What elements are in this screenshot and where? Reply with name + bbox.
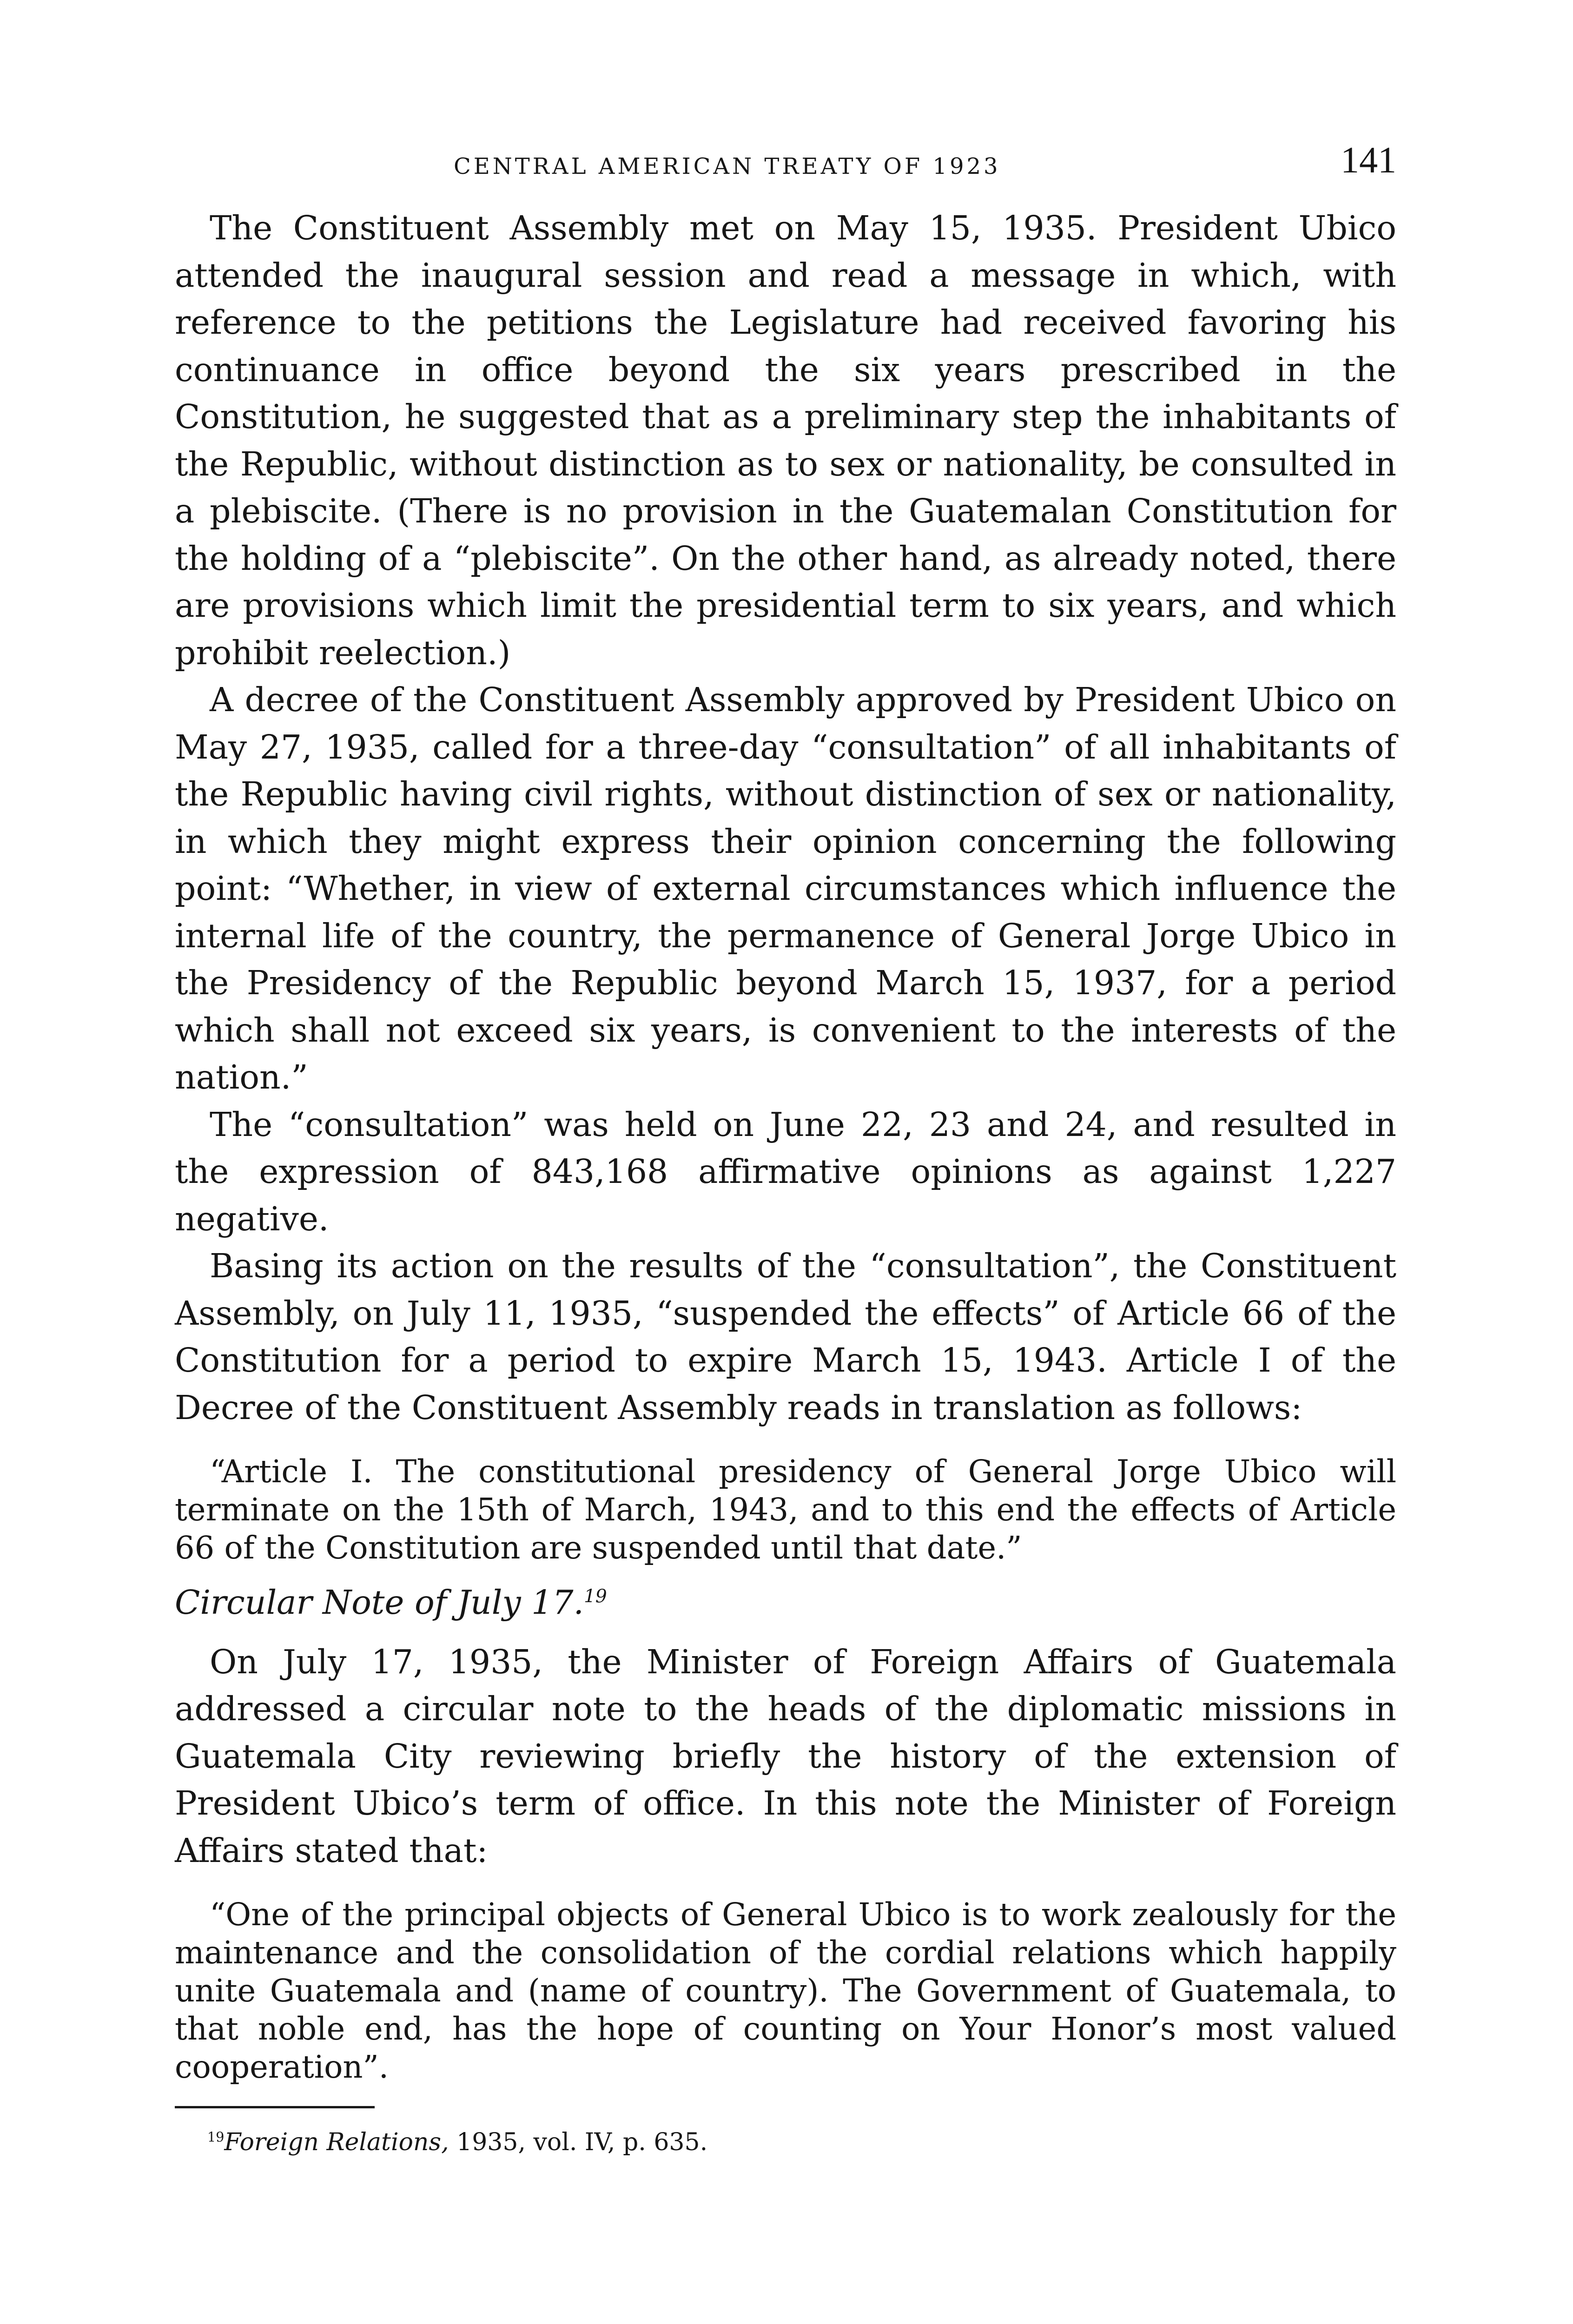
- section-subheading: [175, 1579, 1396, 1626]
- quote-circular-note: “One of the principal objects of General Ubico is to work zealously for the maintenance and the consolidation of the cordial relations which happily unite Guatemala and (name of country). The Government of Guatemala, to that noble end, has the hope of counting on Your Honor’s most valued cooperation”.: [175, 1896, 1396, 2085]
- paragraph-circular-note: On July 17, 1935, the Minister of Foreign Affairs of Guatemala addressed a circular note to the heads of the diplomatic missions in Guatemala City reviewing briefly the history of the extension of President Ubico’s term of office. In this note the Minister of Foreign Affairs stated that:: [175, 1642, 1396, 1870]
- paragraph-consultation-results: The “consultation” was held on June 22, 23 and 24, and resulted in the expression of 843,168 affirmative opinions as against 1,227 negative.: [175, 1105, 1396, 1238]
- paragraph-decree: A decree of the Constituent Assembly approved by President Ubico on May 27, 1935, called for a three-day “consultation” of all inhabitants of the Republic having civil rights, without distinction of sex or nationality, in which they might express their opinion concerning the following point: “Whether, in view of external circumstances which influence the internal life of the country, the permanence of General Jorge Ubico in the Presidency of the Republic beyond March 15, 1937, for a period which shall not exceed six years, is convenient to the interests of the nation.”: [175, 680, 1396, 1096]
- running-title: CENTRAL AMERICAN TREATY OF 1923: [454, 153, 1001, 179]
- running-header: [175, 139, 1396, 186]
- footnote-details: 1935, vol. IV, p. 635.: [449, 2128, 708, 2156]
- footnote-reference: 19: [584, 1586, 607, 1607]
- quote-article-one: “Article I. The constitutional presidency of General Jorge Ubico will terminate on the 15th of March, 1943, and to this end the effects of Article 66 of the Constitution are suspended until that date.”: [175, 1453, 1396, 1566]
- subheading-text: Circular Note of July 17.: [175, 1583, 584, 1622]
- page-number: 141: [1341, 140, 1396, 181]
- footnote: [175, 2126, 1396, 2159]
- paragraph-article-66: Basing its action on the results of the “consultation”, the Constituent Assembly, on July 11, 1935, “suspended the effects” of Article 66 of the Constitution for a period to expire March 15, 1943. Article I of the Decree of the Constituent Assembly reads in translation as follows:: [175, 1247, 1396, 1427]
- footnote-divider: [175, 2106, 375, 2108]
- paragraph-constituent-assembly: The Constituent Assembly met on May 15, 1935. President Ubico attended the inaugural session and read a message in which, with reference to the petitions the Legislature had received favoring his continuance in office beyond the six years prescribed in the Constitution, he suggested that as a preliminary step the inhabitants of the Republic, without distinction as to sex or nationality, be consulted in a plebiscite. (There is no provision in the Guatemalan Constitution for the holding of a “plebiscite”. On the other hand, as already noted, there are provisions which limit the presidential term to six years, and which prohibit reelection.): [175, 209, 1396, 672]
- footnote-source: Foreign Relations,: [224, 2128, 449, 2156]
- document-page: [175, 139, 1396, 2159]
- footnote-number: 19: [207, 2129, 225, 2145]
